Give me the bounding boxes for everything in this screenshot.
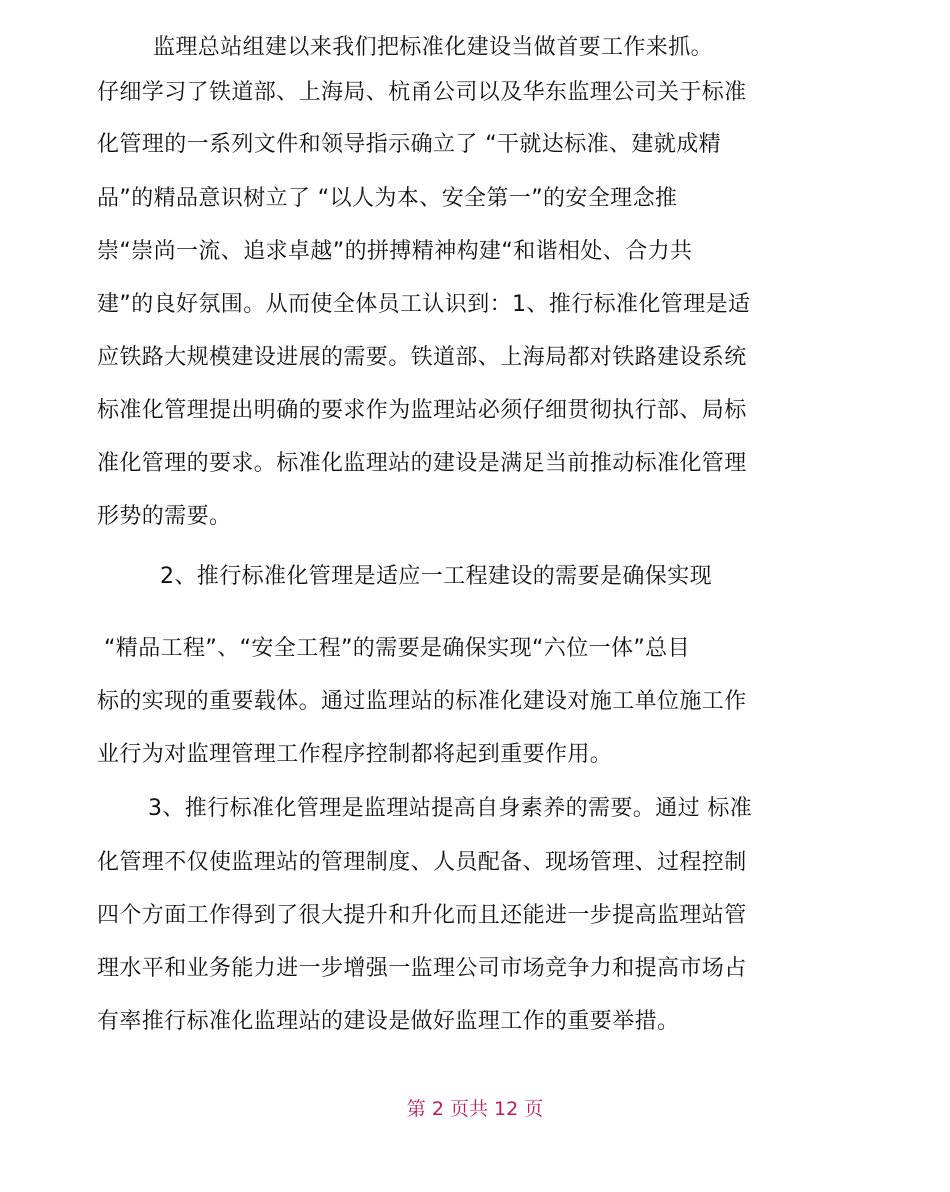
paragraph-line: 有率推行标准化监理站的建设是做好监理工作的重要举措。 [97,1009,680,1034]
paragraph-line: 崇“崇尚一流、追求卓越”的拼搏精神构建“和谐相处、合力共 [97,239,693,264]
paragraph-line: 建”的良好氛围。从而使全体员工认识到：1、推行标准化管理是适 [97,292,751,317]
paragraph-line: 化管理不仅使监理站的管理制度、人员配备、现场管理、过程控制 [97,850,747,875]
paragraph-line: 2、推行标准化管理是适应一工程建设的需要是确保实现 [160,564,712,589]
paragraph-line: 业行为对监理管理工作程序控制都将起到重要作用。 [97,742,613,767]
paragraph-line: 四个方面工作得到了很大提升和升化而且还能进一步提高监理站管 [97,903,747,928]
paragraph-line: 准化管理的要求。标准化监理站的建设是满足当前推动标准化管理 [97,451,747,476]
page-number-footer: 第 2 页共 12 页 [406,1098,544,1120]
paragraph-line: 标准化管理提出明确的要求作为监理站必须仔细贯彻执行部、局标 [97,398,747,423]
paragraph-line: 理水平和业务能力进一步增强一监理公司市场竞争力和提高市场占 [97,956,747,981]
paragraph-line: 化管理的一系列文件和领导指示确立了 “干就达标准、建就成精 [97,132,721,157]
paragraph-line: 标的实现的重要载体。通过监理站的标准化建设对施工单位施工作 [97,689,747,714]
paragraph-line: 仔细学习了铁道部、上海局、杭甬公司以及华东监理公司关于标准 [97,80,747,105]
paragraph-line: 3、推行标准化管理是监理站提高自身素养的需要。通过 标准 [148,796,753,821]
paragraph-line: 应铁路大规模建设进展的需要。铁道部、上海局都对铁路建设系统 [97,345,747,370]
paragraph-line: 品”的精品意识树立了 “以人为本、安全第一”的安全理念推 [97,186,678,211]
paragraph-line: 监理总站组建以来我们把标准化建设当做首要工作来抓。 [153,35,714,60]
paragraph-line: 形势的需要。 [97,504,232,529]
paragraph-line: “精品工程”、“安全工程”的需要是确保实现“六位一体”总目 [104,636,690,661]
